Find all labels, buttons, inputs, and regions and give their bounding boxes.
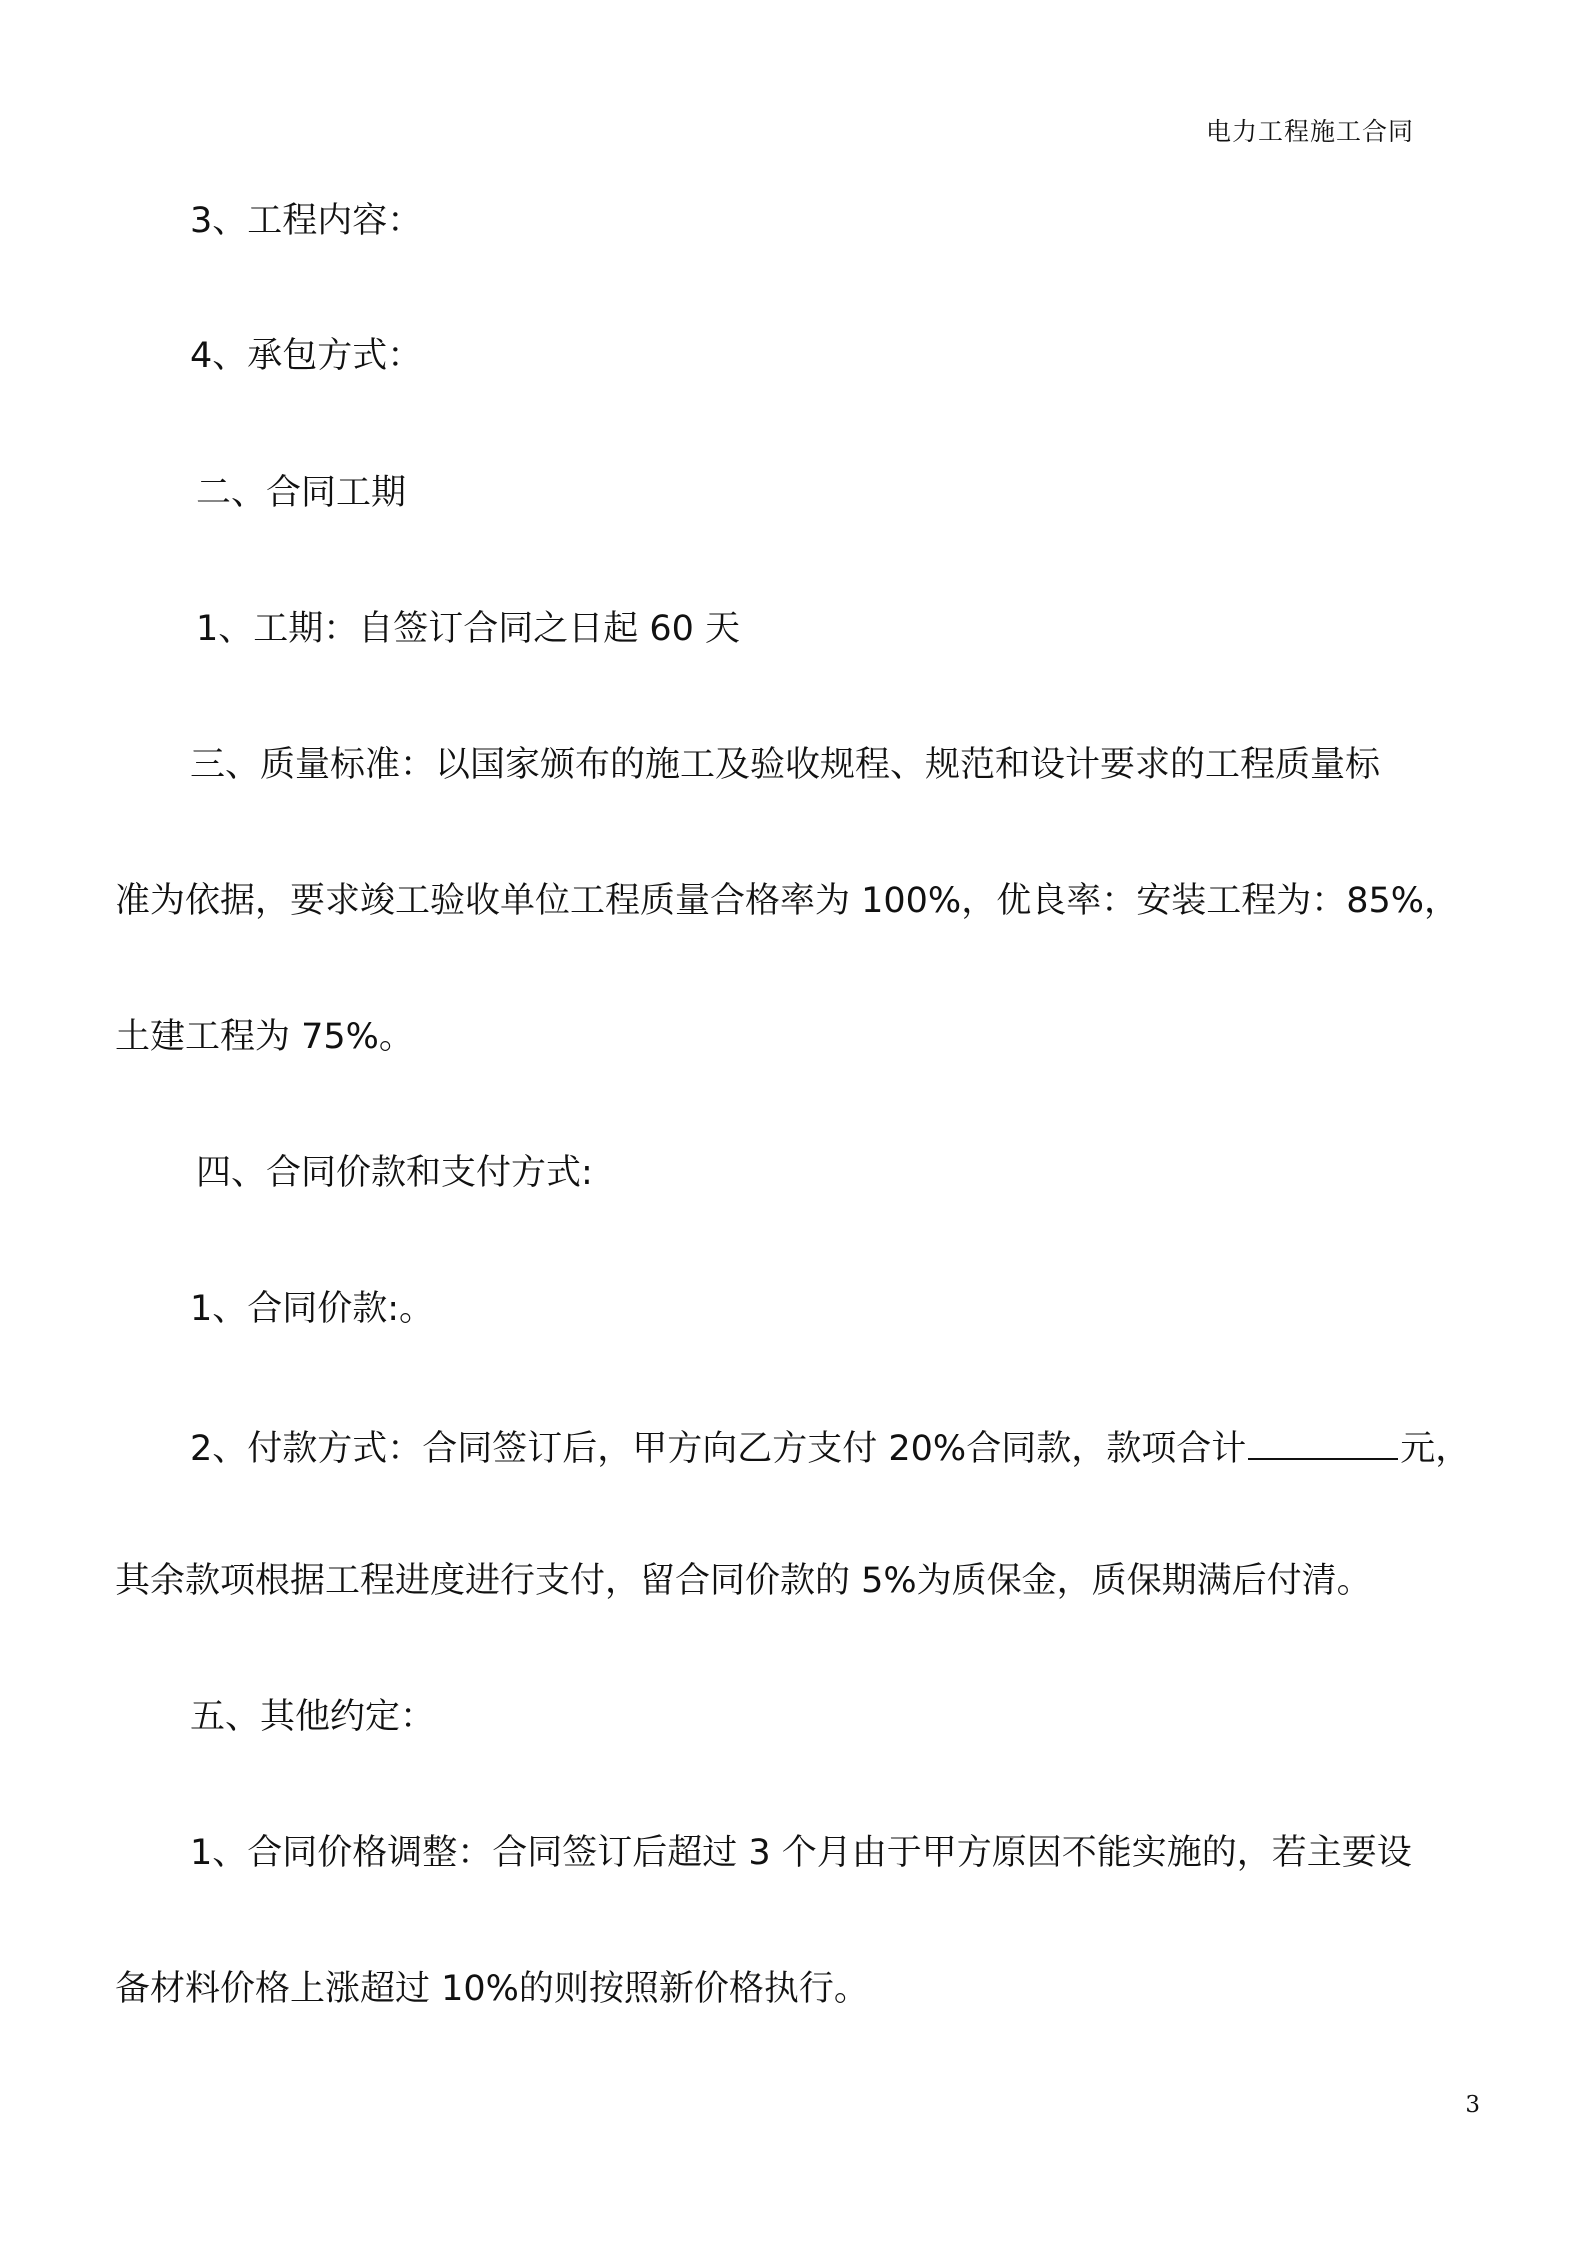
running-header: 电力工程施工合同 (1205, 117, 1414, 146)
section-3-line-2: 准为依据，要求竣工验收单位工程质量合格率为 100%，优良率：安装工程为：85%， (115, 881, 1459, 921)
section-5-clause-1-line-2: 备材料价格上涨超过 10%的则按照新价格执行。 (115, 1969, 869, 2009)
section-4-clause-1: 1、合同价款:。 (190, 1289, 435, 1329)
clause-4-contract-method: 4、承包方式： (190, 336, 423, 376)
section-5-heading: 五、其他约定： (190, 1697, 436, 1737)
section-4-clause-2-line-2: 其余款项根据工程进度进行支付，留合同价款的 5%为质保金，质保期满后付清。 (115, 1561, 1372, 1601)
section-2-heading: 二、合同工期 (196, 473, 407, 513)
section-3-line-3: 土建工程为 75%。 (115, 1017, 414, 1057)
amount-blank-field[interactable] (1248, 1422, 1398, 1460)
clause-3-project-content: 3、工程内容： (190, 201, 423, 241)
page-number: 3 (1465, 2092, 1480, 2118)
payment-clause-prefix: 2、付款方式：合同签订后，甲方向乙方支付 20%合同款，款项合计 (190, 1429, 1247, 1469)
section-3-line-1: 三、质量标准：以国家颁布的施工及验收规程、规范和设计要求的工程质量标 (190, 745, 1381, 785)
section-4-clause-2-line-1 (190, 1422, 1470, 1472)
section-2-clause-1: 1、工期：自签订合同之日起 60 天 (196, 609, 741, 649)
section-5-clause-1-line-1: 1、合同价格调整：合同签订后超过 3 个月由于甲方原因不能实施的，若主要设 (190, 1833, 1412, 1873)
section-4-heading: 四、合同价款和支付方式: (196, 1153, 593, 1193)
payment-clause-suffix: 元， (1400, 1429, 1471, 1469)
